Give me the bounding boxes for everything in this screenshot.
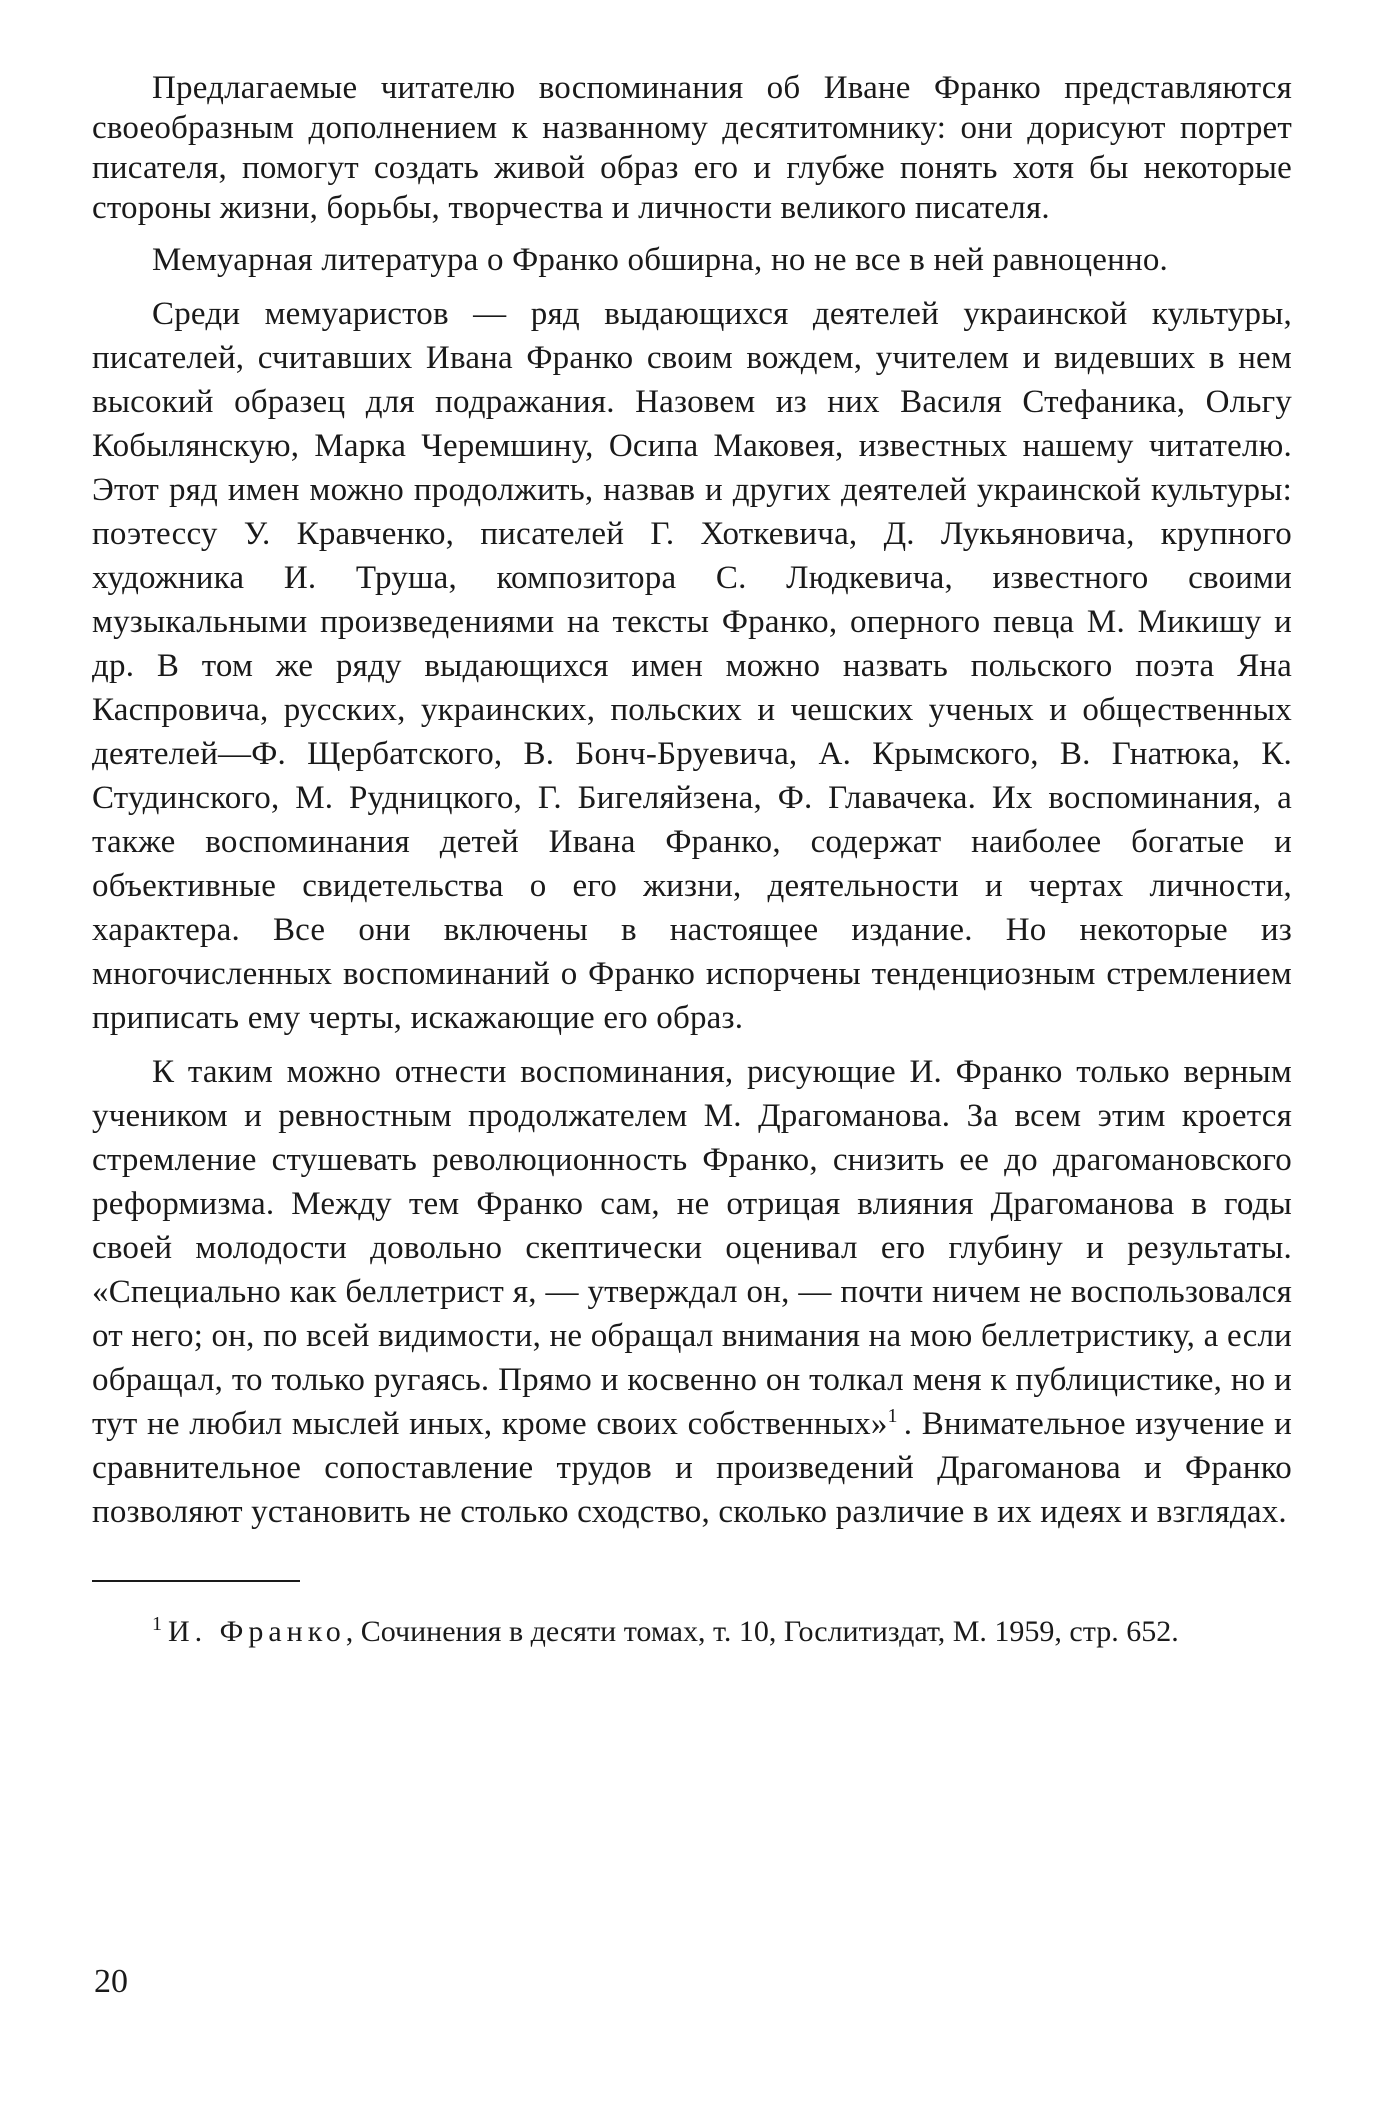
paragraph-dragomanov [92, 1050, 1292, 1534]
paragraph-memoir-literature: Мемуарная литература о Франко обширна, но не все в ней равноценно. [152, 242, 1168, 278]
footnote-author: И. Франко [168, 1615, 346, 1648]
paragraph-memoirists: Среди мемуаристов — ряд выдающихся деятелей украинской культуры, писателей, считавших Ивана Франко своим вождем, учителем и видевших в нем высокий образец для подражания. Назовем из них Василя Стефаника, Ольгу Кобылянскую, Марка Черемшину, Осипа Маковея, известных нашему читателю. Этот ряд имен можно продолжить, назвав и других деятелей украинской культуры: поэтессу У. Кравченко, писателей Г. Хоткевича, Д. Лукьяновича, крупного художника И. Труша, композитора С. Людкевича, известного своими музыкальными произведениями на тексты Франко, оперного певца М. Микишу и др. В том же ряду выдающихся имен можно назвать польского поэта Яна Каспровича, русских, украинских, польских и чешских ученых и общественных деятелей—Ф. Щербатского, В. Бонч-Бруевича, А. Крымского, В. Гнатюка, К. Студинского, М. Рудницкого, Г. Бигеляйзена, Ф. Главачека. Их воспоминания, а также воспоминания детей Ивана Франко, содержат наиболее богатые и объективные свидетельства о его жизни, деятельности и чертах личности, характера. Все они включены в настоящее издание. Но некоторые из многочисленных воспоминаний о Франко испорчены тенденциозным стремлением приписать ему черты, искажающие его образ. [92, 296, 1292, 1036]
footnote-text: , Сочинения в десяти томах, т. 10, Гослитиздат, М. 1959, стр. 652. [345, 1615, 1179, 1648]
footnote-number: 1 [152, 1613, 162, 1635]
paragraph-dragomanov-quote: К таким можно отнести воспоминания, рисующие И. Франко только верным учеником и ревностным продолжателем М. Драгоманова. За всем этим кроется стремление стушевать революционность Франко, снизить ее до драгомановского реформизма. Между тем Франко сам, не отрицая влияния Драгоманова в годы своей молодости довольно скептически оценивал его глубину и результаты. «Специально как беллетрист я, — утверждал он, — почти ничем не воспользовался от него; он, по всей видимости, не обращал внимания на мою беллетристику, а если обращал, то только ругаясь. Прямо и косвенно он толкал меня к публицистике, но и тут не любил мыслей иных, кроме своих собственных» [92, 1054, 1292, 1442]
footnote-reference: 1 [887, 1405, 898, 1427]
footnote-divider [92, 1580, 300, 1582]
footnote [92, 1612, 1292, 1652]
paragraph-dragomanov-ending: . Внимательное изучение и сравнительное сопоставление трудов и произведений Драгоманова и Франко позволяют установить не столько сходство, сколько различие в их идеях и взглядах. [92, 1406, 1292, 1530]
paragraph-intro: Предлагаемые читателю воспоминания об Иване Франко представляются своеобразным дополнением к названному десятитомнику: они дорисуют портрет писателя, помогут создать живой образ его и глубже понять хотя бы некоторые стороны жизни, борьбы, творчества и личности великого писателя. [92, 70, 1292, 226]
page-body [92, 68, 1292, 1652]
page-number: 20 [94, 1963, 128, 2000]
